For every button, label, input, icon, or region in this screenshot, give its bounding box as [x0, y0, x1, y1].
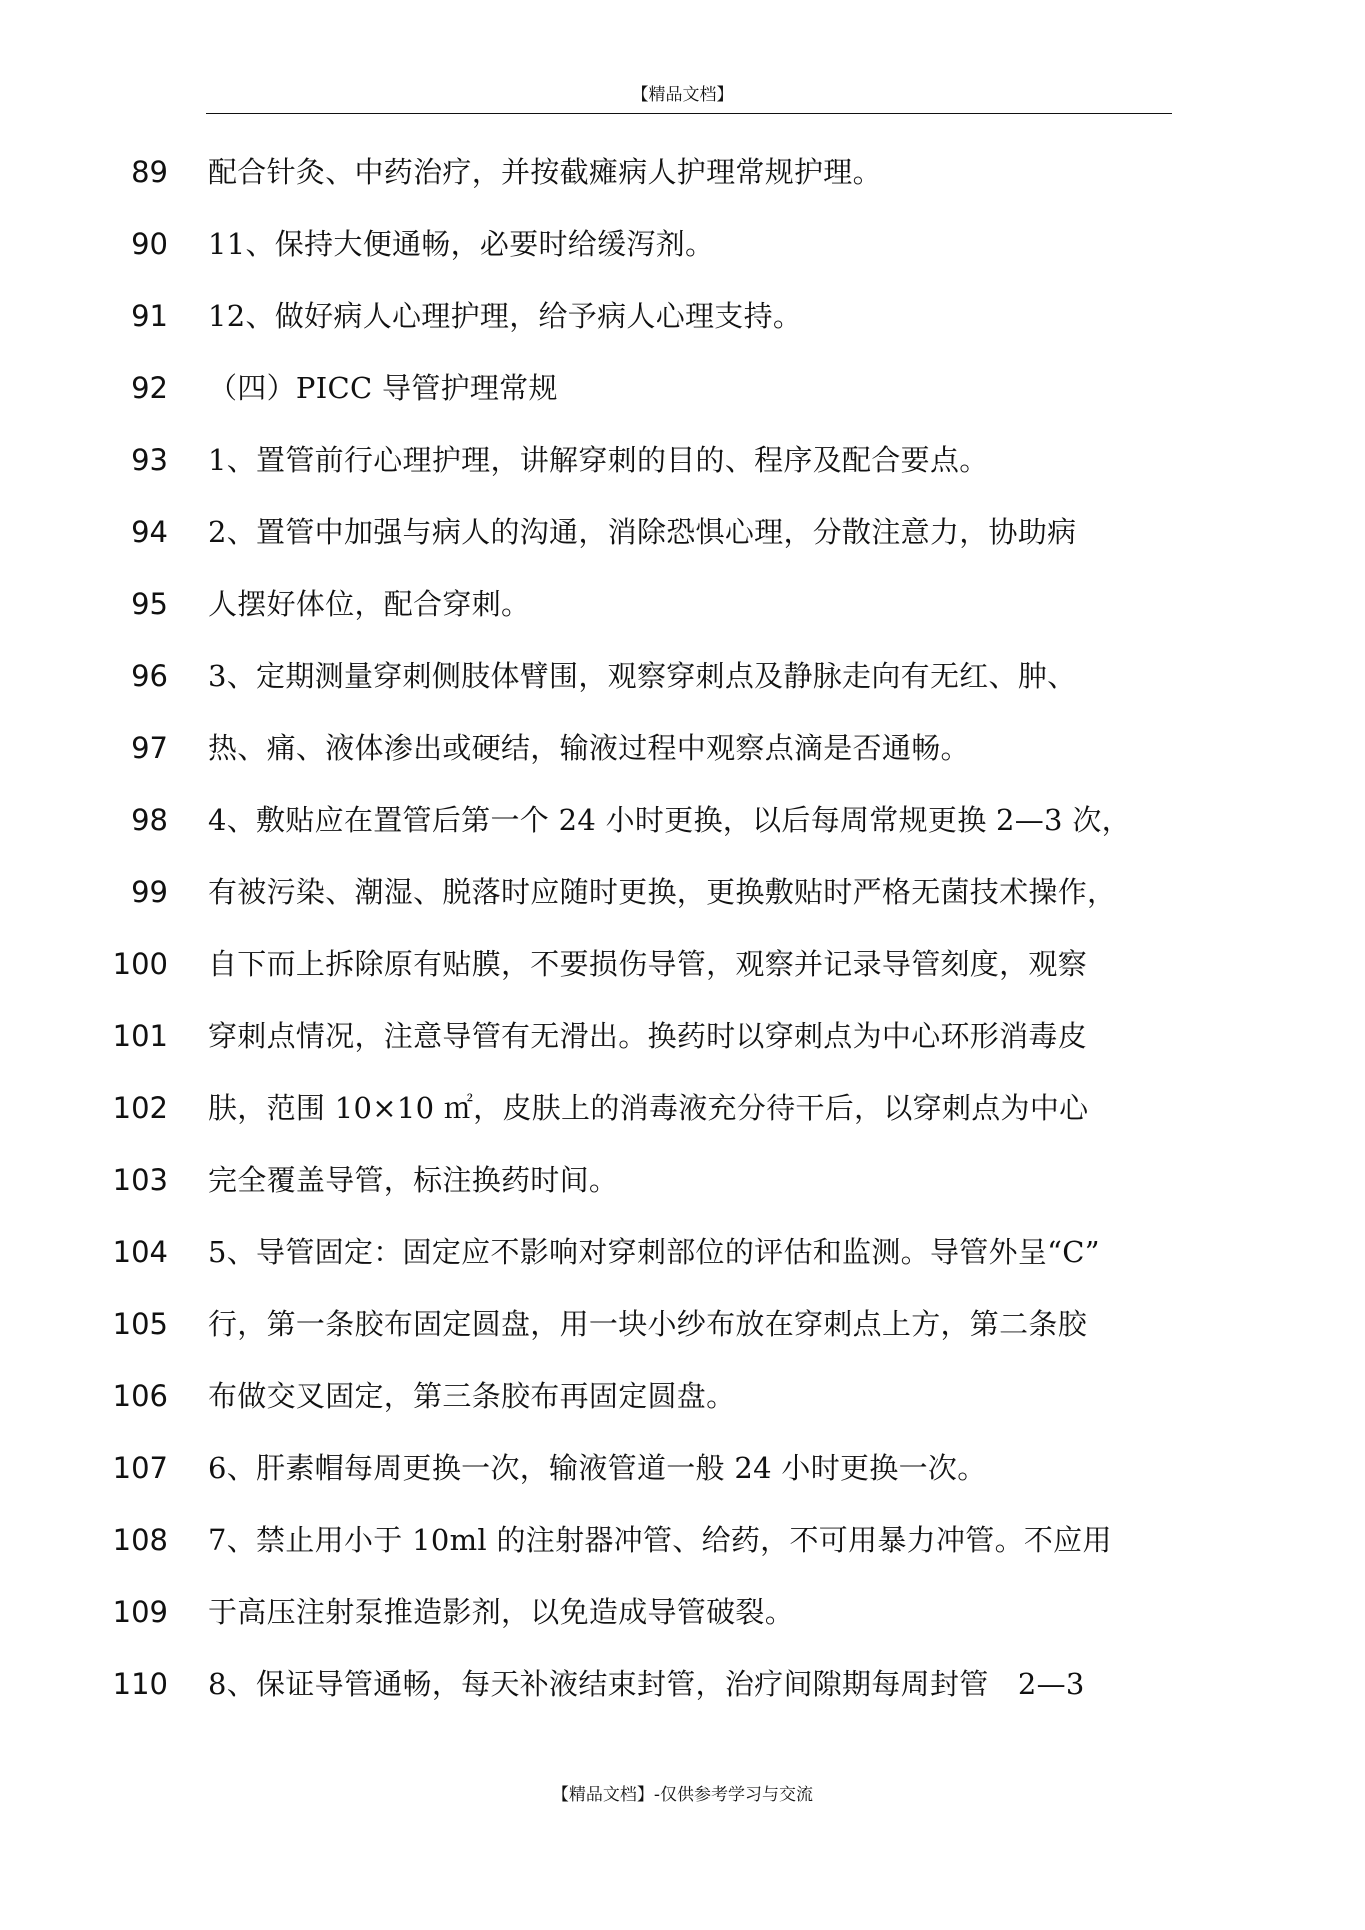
line-text: 人摆好体位，配合穿刺。 — [208, 587, 531, 621]
line-number: 94 — [131, 515, 168, 549]
line-number: 96 — [131, 659, 168, 693]
line-number: 98 — [131, 803, 168, 837]
document-body — [0, 148, 1365, 1732]
line-text: 4、敷贴应在置管后第一个 24 小时更换，以后每周常规更换 2—3 次， — [208, 803, 1131, 837]
text-line — [0, 580, 1365, 652]
line-number: 89 — [131, 155, 168, 189]
line-text: 8、保证导管通畅，每天补液结束封管，治疗间隙期每周封管 2—3 — [208, 1667, 1085, 1701]
line-number: 92 — [131, 371, 168, 405]
line-number: 103 — [112, 1163, 168, 1197]
text-line — [0, 508, 1365, 580]
line-number: 102 — [112, 1091, 168, 1125]
line-number: 93 — [131, 443, 168, 477]
line-text: 肤，范围 10×10 ㎡，皮肤上的消毒液充分待干后，以穿刺点为中心 — [208, 1091, 1089, 1125]
text-line — [0, 220, 1365, 292]
line-text: 布做交叉固定，第三条胶布再固定圆盘。 — [208, 1379, 736, 1413]
line-number: 105 — [112, 1307, 168, 1341]
line-text: 于高压注射泵推造影剂，以免造成导管破裂。 — [208, 1595, 795, 1629]
line-text: 有被污染、潮湿、脱落时应随时更换，更换敷贴时严格无菌技术操作， — [208, 875, 1117, 909]
text-line — [0, 1012, 1365, 1084]
text-line — [0, 1228, 1365, 1300]
line-number: 109 — [112, 1595, 168, 1629]
text-line — [0, 652, 1365, 724]
line-number: 110 — [112, 1667, 168, 1701]
line-text: 行，第一条胶布固定圆盘，用一块小纱布放在穿刺点上方，第二条胶 — [208, 1307, 1088, 1341]
line-text: 12、做好病人心理护理，给予病人心理支持。 — [208, 299, 803, 333]
line-number: 90 — [131, 227, 168, 261]
text-line — [0, 1660, 1365, 1732]
line-number: 104 — [112, 1235, 168, 1269]
header-text: 【精品文档】 — [631, 85, 734, 105]
line-text: 完全覆盖导管，标注换药时间。 — [208, 1163, 619, 1197]
line-number: 95 — [131, 587, 168, 621]
line-text: 5、导管固定：固定应不影响对穿刺部位的评估和监测。导管外呈“C” — [208, 1235, 1100, 1269]
line-number: 108 — [112, 1523, 168, 1557]
text-line — [0, 1372, 1365, 1444]
footer-text: 【精品文档】-仅供参考学习与交流 — [551, 1785, 814, 1805]
line-text: 2、置管中加强与病人的沟通，消除恐惧心理，分散注意力，协助病 — [208, 515, 1077, 549]
line-text: 配合针灸、中药治疗，并按截瘫病人护理常规护理。 — [208, 155, 882, 189]
text-line — [0, 1444, 1365, 1516]
line-text: （四）PICC 导管护理常规 — [208, 371, 558, 405]
text-line — [0, 796, 1365, 868]
line-text: 1、置管前行心理护理，讲解穿刺的目的、程序及配合要点。 — [208, 443, 989, 477]
line-text: 7、禁止用小于 10ml 的注射器冲管、给药，不可用暴力冲管。不应用 — [208, 1523, 1112, 1557]
line-text: 11、保持大便通畅，必要时给缓泻剂。 — [208, 227, 715, 261]
text-line — [0, 1516, 1365, 1588]
line-text: 穿刺点情况，注意导管有无滑出。换药时以穿刺点为中心环形消毒皮 — [208, 1019, 1088, 1053]
line-number: 100 — [112, 947, 168, 981]
header-divider — [206, 113, 1172, 114]
text-line — [0, 1588, 1365, 1660]
text-line — [0, 436, 1365, 508]
text-line — [0, 1084, 1365, 1156]
line-number: 99 — [131, 875, 168, 909]
text-line — [0, 868, 1365, 940]
text-line — [0, 292, 1365, 364]
line-text: 3、定期测量穿刺侧肢体臂围，观察穿刺点及静脉走向有无红、肿、 — [208, 659, 1077, 693]
line-number: 91 — [131, 299, 168, 333]
line-number: 101 — [112, 1019, 168, 1053]
line-text: 热、痛、液体渗出或硬结，输液过程中观察点滴是否通畅。 — [208, 731, 970, 765]
text-line — [0, 364, 1365, 436]
text-line — [0, 1156, 1365, 1228]
line-number: 106 — [112, 1379, 168, 1413]
line-number: 107 — [112, 1451, 168, 1485]
line-text: 6、肝素帽每周更换一次，输液管道一般 24 小时更换一次。 — [208, 1451, 987, 1485]
text-line — [0, 940, 1365, 1012]
text-line — [0, 1300, 1365, 1372]
text-line — [0, 148, 1365, 220]
text-line — [0, 724, 1365, 796]
line-text: 自下而上拆除原有贴膜，不要损伤导管，观察并记录导管刻度，观察 — [208, 947, 1088, 981]
line-number: 97 — [131, 731, 168, 765]
